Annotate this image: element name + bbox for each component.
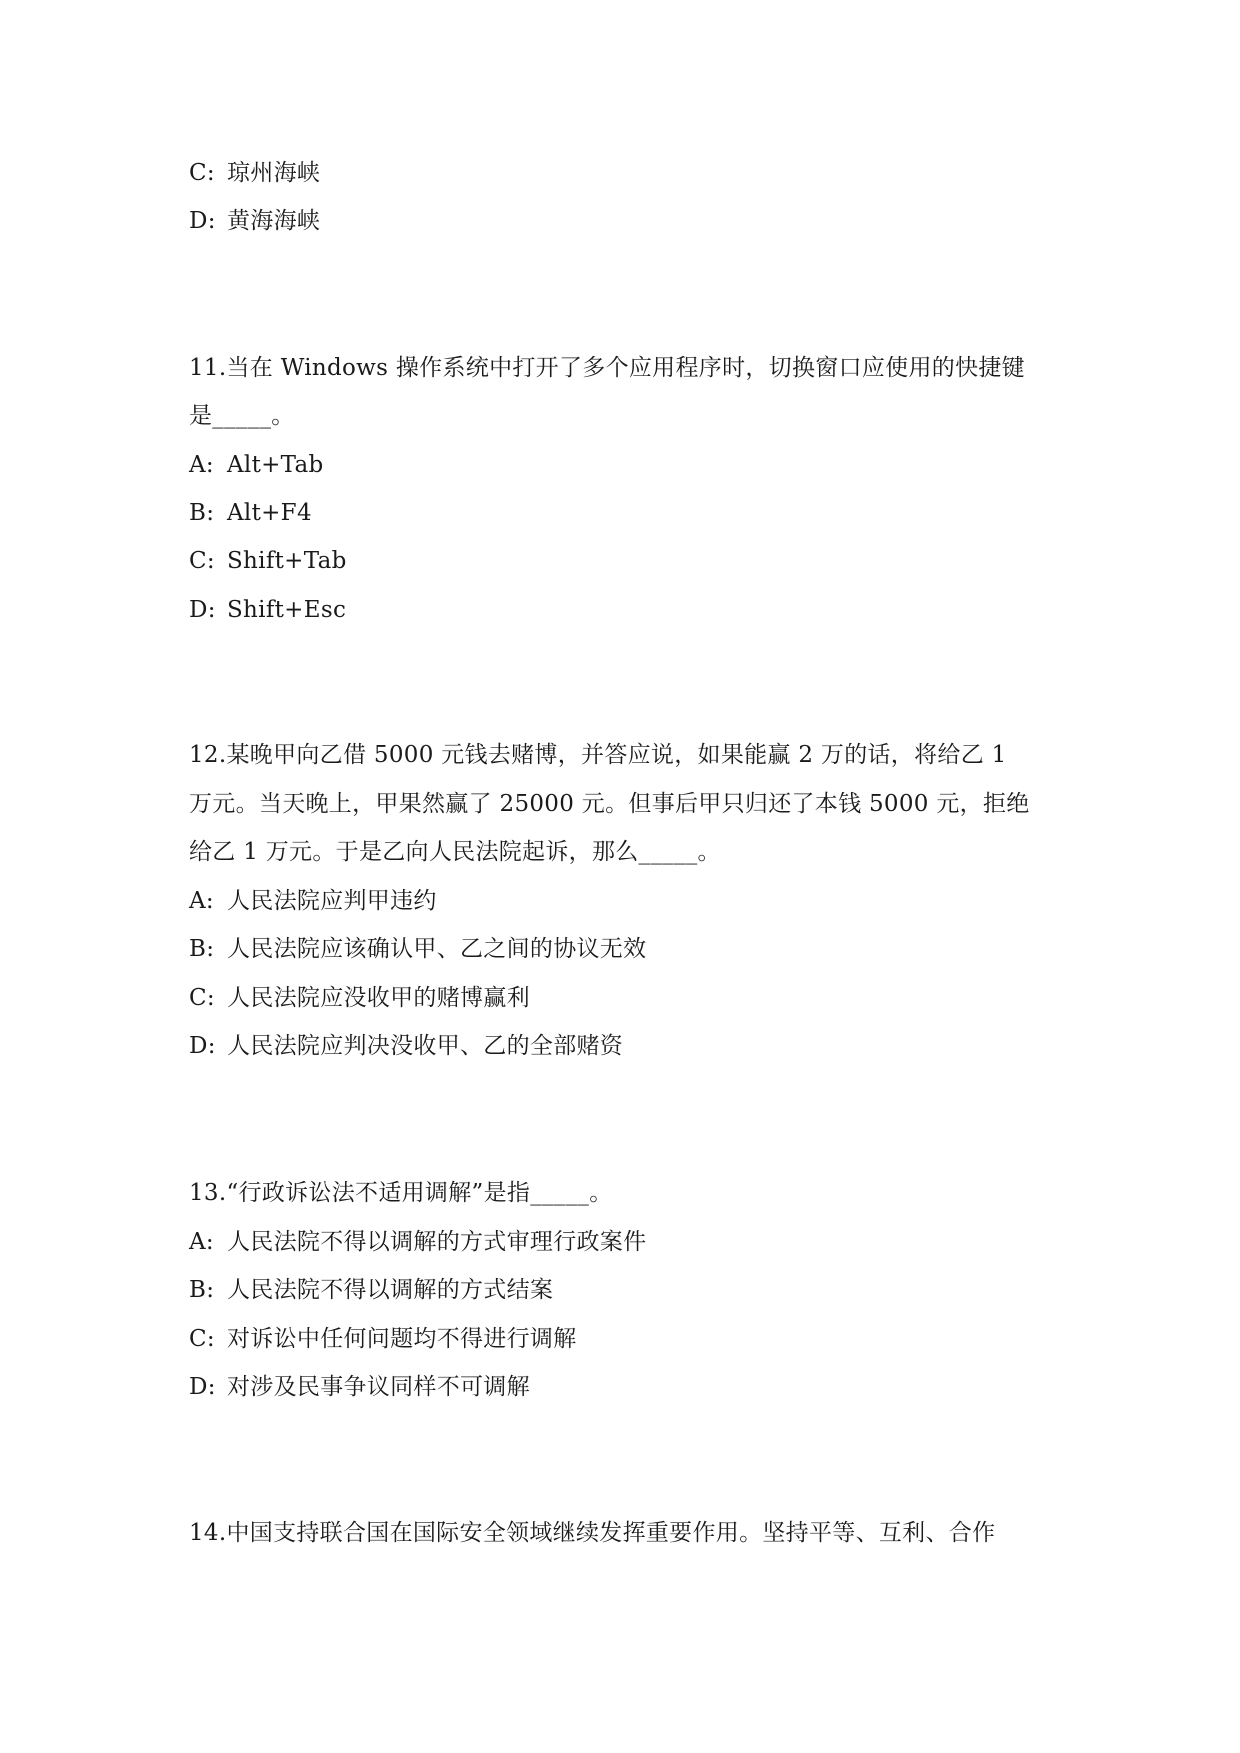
question-11-option-d (189, 595, 1059, 625)
question-11-stem-line-1: 11.当在 Windows 操作系统中打开了多个应用程序时，切换窗口应使用的快捷键 (189, 355, 1025, 381)
option-label: B: (189, 1277, 215, 1303)
question-14-stem-line-1: 14.中国支持联合国在国际安全领域继续发挥重要作用。坚持平等、互利、合作 (189, 1520, 996, 1546)
question-11-stem-line-2: 是_____。 (189, 403, 295, 429)
option-label: B: (189, 936, 215, 962)
option-text: Shift+Tab (227, 548, 347, 574)
option-text: 人民法院应判决没收甲、乙的全部赌资 (227, 1033, 624, 1059)
option-text: 对诉讼中任何问题均不得进行调解 (227, 1326, 577, 1352)
option-label: C: (189, 160, 215, 186)
option-text: 人民法院应判甲违约 (227, 888, 437, 914)
option-label: C: (189, 1326, 215, 1352)
question-12-option-c (189, 983, 1059, 1013)
question-12-option-b (189, 934, 1059, 964)
question-11-option-a (189, 450, 1059, 480)
option-label: A: (189, 1229, 214, 1255)
option-text: 黄海海峡 (227, 208, 321, 234)
question-13-option-d (189, 1372, 1059, 1402)
option-text: 琼州海峡 (227, 160, 321, 186)
question-11-option-b (189, 498, 1059, 528)
option-text: Shift+Esc (227, 597, 347, 623)
question-11-option-c (189, 546, 1059, 576)
question-12-stem-line-1: 12.某晚甲向乙借 5000 元钱去赌博，并答应说，如果能赢 2 万的话，将给乙 1 (189, 742, 1007, 768)
question-13-option-b (189, 1275, 1059, 1305)
option-label: D: (189, 208, 216, 234)
question-13-stem-line-1: 13.“行政诉讼法不适用调解”是指_____。 (189, 1180, 613, 1206)
option-label: C: (189, 548, 215, 574)
option-label: D: (189, 1033, 216, 1059)
question-13-option-c (189, 1324, 1059, 1354)
question-13-option-a (189, 1227, 1059, 1257)
option-text: Alt+F4 (227, 500, 312, 526)
question-12-stem-line-2: 万元。当天晚上，甲果然赢了 25000 元。但事后甲只归还了本钱 5000 元，拒绝 (189, 791, 1030, 817)
option-label: D: (189, 597, 216, 623)
option-c (189, 158, 1059, 188)
option-d (189, 206, 1059, 236)
option-text: 人民法院应没收甲的赌博赢利 (227, 985, 530, 1011)
option-label: A: (189, 452, 214, 478)
option-text: 对涉及民事争议同样不可调解 (227, 1374, 530, 1400)
question-12-option-a (189, 886, 1059, 916)
question-12-stem-line-3: 给乙 1 万元。于是乙向人民法院起诉，那么_____。 (189, 839, 721, 865)
option-text: 人民法院不得以调解的方式结案 (227, 1277, 554, 1303)
option-label: C: (189, 985, 215, 1011)
option-text: Alt+Tab (227, 452, 324, 478)
question-12-option-d (189, 1031, 1059, 1061)
option-label: A: (189, 888, 214, 914)
option-label: B: (189, 500, 215, 526)
option-label: D: (189, 1374, 216, 1400)
option-text: 人民法院应该确认甲、乙之间的协议无效 (227, 936, 647, 962)
option-text: 人民法院不得以调解的方式审理行政案件 (227, 1229, 647, 1255)
